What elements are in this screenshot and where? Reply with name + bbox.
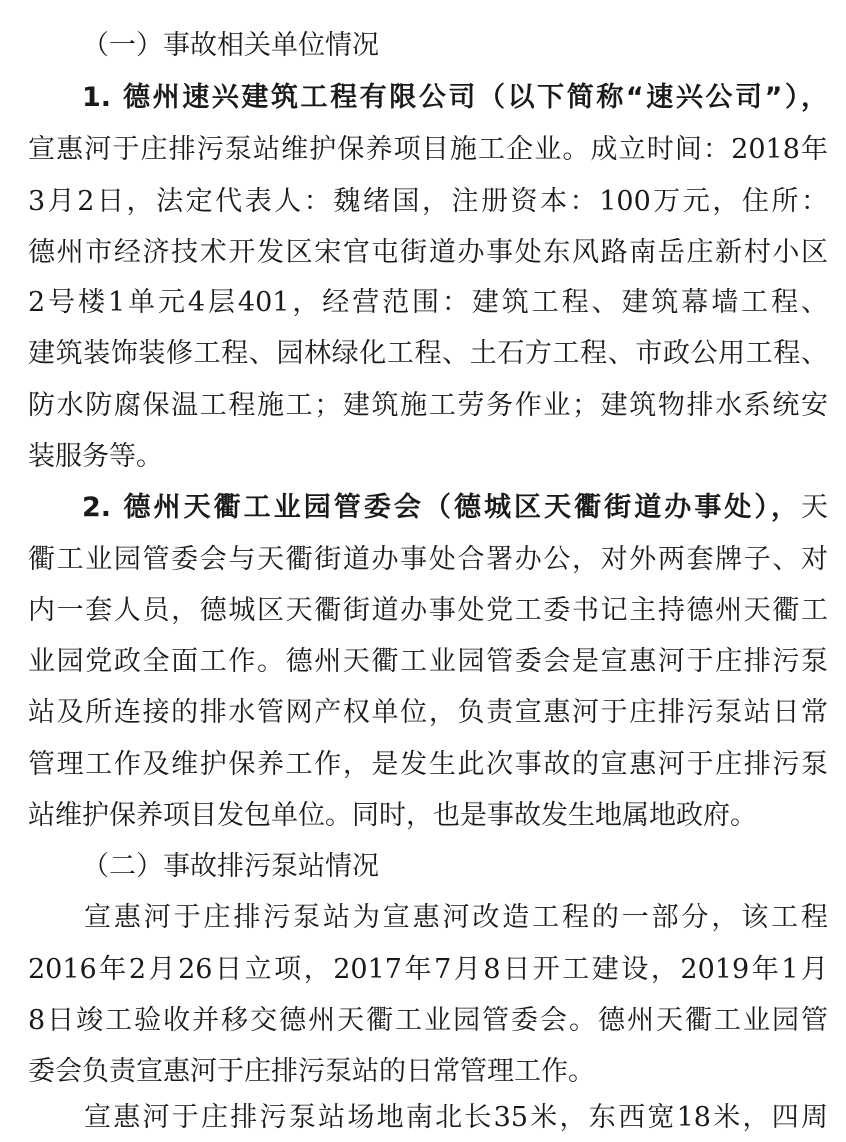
item-2-line-4: 站及所连接的排水管网产权单位，负责宣惠河于庄排污泵站日常 (28, 697, 828, 728)
item-2-line-3: 业园党政全面工作。德州天衢工业园管委会是宣惠河于庄排污泵 (28, 646, 828, 677)
item-1-line-2: 3月2日，法定代表人：魏绪国，注册资本：100万元，住所： (28, 186, 828, 217)
item-2-line-6: 站维护保养项目发包单位。同时，也是事故发生地属地政府。 (28, 800, 757, 831)
item-1-line-7: 装服务等。 (28, 441, 163, 472)
item-1-line-5: 建筑装饰装修工程、园林绿化工程、土石方工程、市政公用工程、 (28, 338, 828, 369)
paragraph-3-line-4: 委会负责宣惠河于庄排污泵站的日常管理工作。 (28, 1056, 595, 1087)
item-2-line-1: 衢工业园管委会与天衢街道办事处合署办公，对外两套牌子、对 (28, 544, 828, 575)
paragraph-4-first-line: 宣惠河于庄排污泵站场地南北长35米，东西宽18米，四周 (84, 1102, 828, 1133)
item-1-line-3: 德州市经济技术开发区宋官屯街道办事处东风路南岳庄新村小区 (28, 237, 828, 268)
item-1-title: 1. 德州速兴建筑工程有限公司（以下简称“速兴公司”）， (82, 82, 828, 113)
item-1-line-1: 宣惠河于庄排污泵站维护保养项目施工企业。成立时间：2018年 (28, 134, 828, 165)
item-2-line-2: 内一套人员，德城区天衢街道办事处党工委书记主持德州天衢工 (28, 595, 828, 626)
item-2-title-tail: 天 (801, 492, 828, 523)
item-2-title: 2. 德州天衢工业园管委会（德城区天衢街道办事处）， (82, 492, 801, 523)
paragraph-3-line-3: 8日竣工验收并移交德州天衢工业园管委会。德州天衢工业园管 (28, 1005, 828, 1036)
paragraph-3-first-line: 宣惠河于庄排污泵站为宣惠河改造工程的一部分，该工程 (84, 902, 828, 933)
paragraph-3-line-2: 2016年2月26日立项，2017年7月8日开工建设，2019年1月 (28, 954, 828, 985)
item-2-title-line (82, 488, 828, 528)
item-2-line-5: 管理工作及维护保养工作，是发生此次事故的宣惠河于庄排污泵 (28, 749, 828, 780)
item-1-line-6: 防水防腐保温工程施工；建筑施工劳务作业；建筑物排水系统安 (28, 390, 828, 421)
section-heading-2: （二）事故排污泵站情况 (82, 851, 379, 882)
item-1-line-4: 2号楼1单元4层401，经营范围：建筑工程、建筑幕墙工程、 (28, 287, 828, 318)
section-heading-1: （一）事故相关单位情况 (82, 30, 379, 61)
